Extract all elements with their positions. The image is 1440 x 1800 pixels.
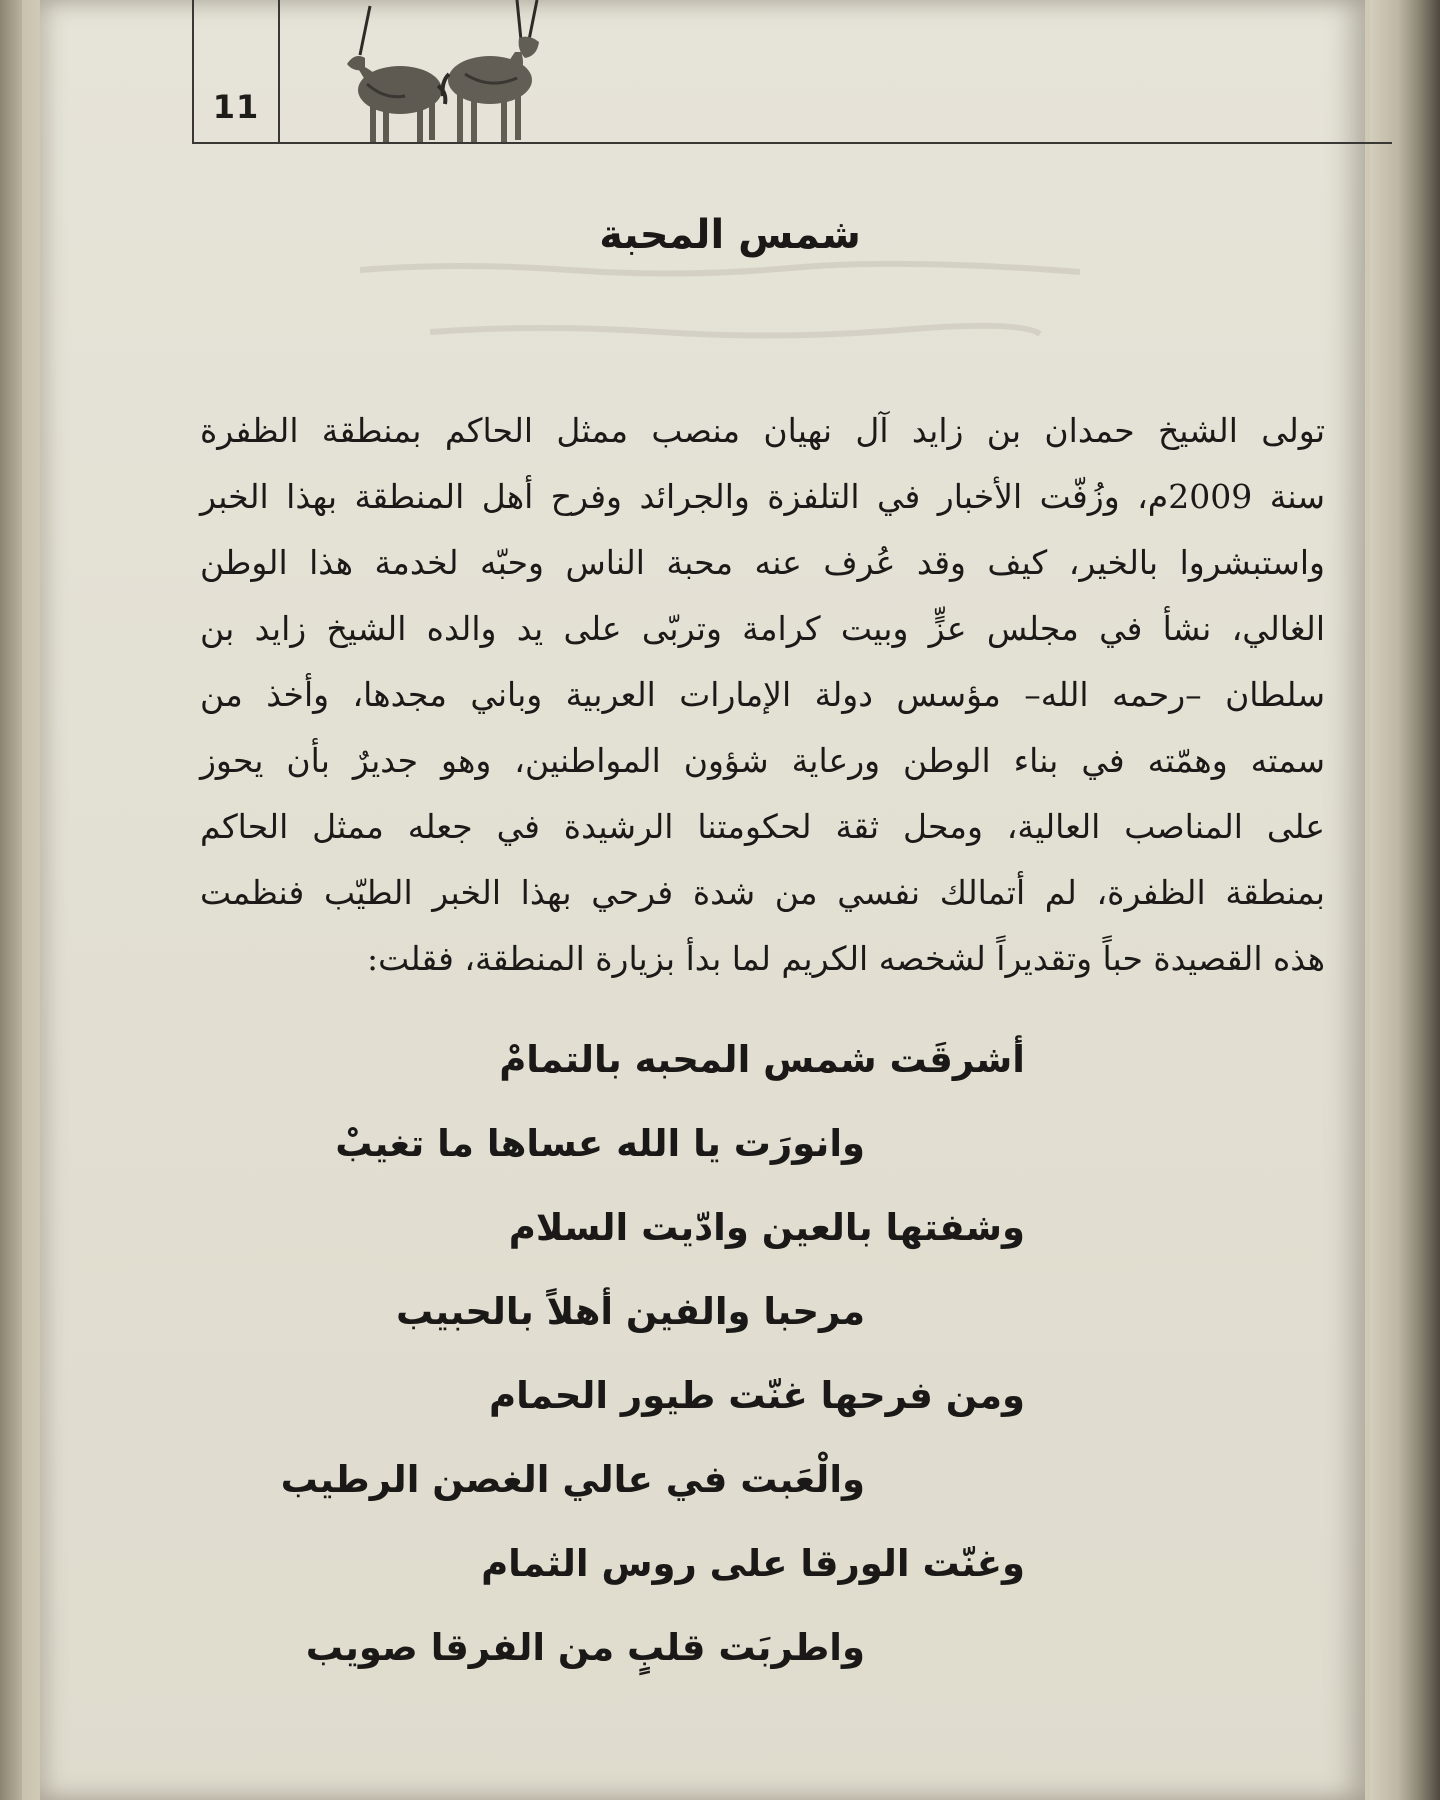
oryx-left <box>347 6 445 142</box>
paragraph-line: سنة 2009م، وزُفّت الأخبار في التلفزة والجرائد وفرح أهل المنطقة بهذا الخبر <box>200 477 1325 516</box>
page-title: شمس المحبة <box>599 212 861 258</box>
show-through-ink <box>340 240 1100 360</box>
header-rule <box>192 142 1392 144</box>
oryx-right <box>443 0 539 142</box>
intro-paragraph <box>200 398 1325 992</box>
paragraph-line: تولى الشيخ حمدان بن زايد آل نهيان منصب ممثل الحاكم بمنطقة الظفرة <box>200 411 1325 450</box>
poem-verse: مرحبا والفين أهلاً بالحبيب <box>396 1290 865 1333</box>
oryx-illustration <box>325 0 595 142</box>
paragraph-line: هذه القصيدة حباً وتقديراً لشخصه الكريم لما بدأ بزيارة المنطقة، فقلت: <box>366 939 1325 978</box>
paragraph-line: سلطان –رحمه الله– مؤسس دولة الإمارات العربية وباني مجدها، وأخذ من <box>200 675 1325 714</box>
poem-verse: وغنّت الورقا على روس الثمام <box>481 1542 1025 1585</box>
book-page <box>40 0 1365 1800</box>
poem-verse: وشفتها بالعين وادّيت السلام <box>508 1206 1025 1249</box>
book-gutter-shadow <box>1370 0 1440 1800</box>
paragraph-line: واستبشروا بالخير، كيف وقد عُرف عنه محبة الناس وحبّه لخدمة هذا الوطن <box>200 543 1325 582</box>
poem-verse: والْعَبت في عالي الغصن الرطيب <box>280 1458 865 1501</box>
page-number: 11 <box>212 88 260 126</box>
poem-verse: ومن فرحها غنّت طيور الحمام <box>488 1374 1025 1417</box>
page-number-box <box>192 0 280 143</box>
paragraph-line: بمنطقة الظفرة، لم أتمالك نفسي من شدة فرحي بهذا الخبر الطيّب فنظمت <box>200 873 1325 912</box>
poem-verse: أشرقَت شمس المحبه بالتمامْ <box>499 1038 1025 1081</box>
paragraph-line: سمته وهمّته في بناء الوطن ورعاية شؤون المواطنين، وهو جديرٌ بأن يحوز <box>200 741 1325 780</box>
paragraph-line: الغالي، نشأ في مجلس عزٍّ وبيت كرامة وتربّى على يد والده الشيخ زايد بن <box>200 609 1325 648</box>
poem-verse: وانورَت يا الله عساها ما تغيبْ <box>335 1122 865 1165</box>
paragraph-line: على المناصب العالية، ومحل ثقة لحكومتنا الرشيدة في جعله ممثل الحاكم <box>200 807 1325 846</box>
poem-verse: واطربَت قلبٍ من الفرقا صويب <box>305 1626 865 1669</box>
facing-page-edge <box>0 0 22 1800</box>
